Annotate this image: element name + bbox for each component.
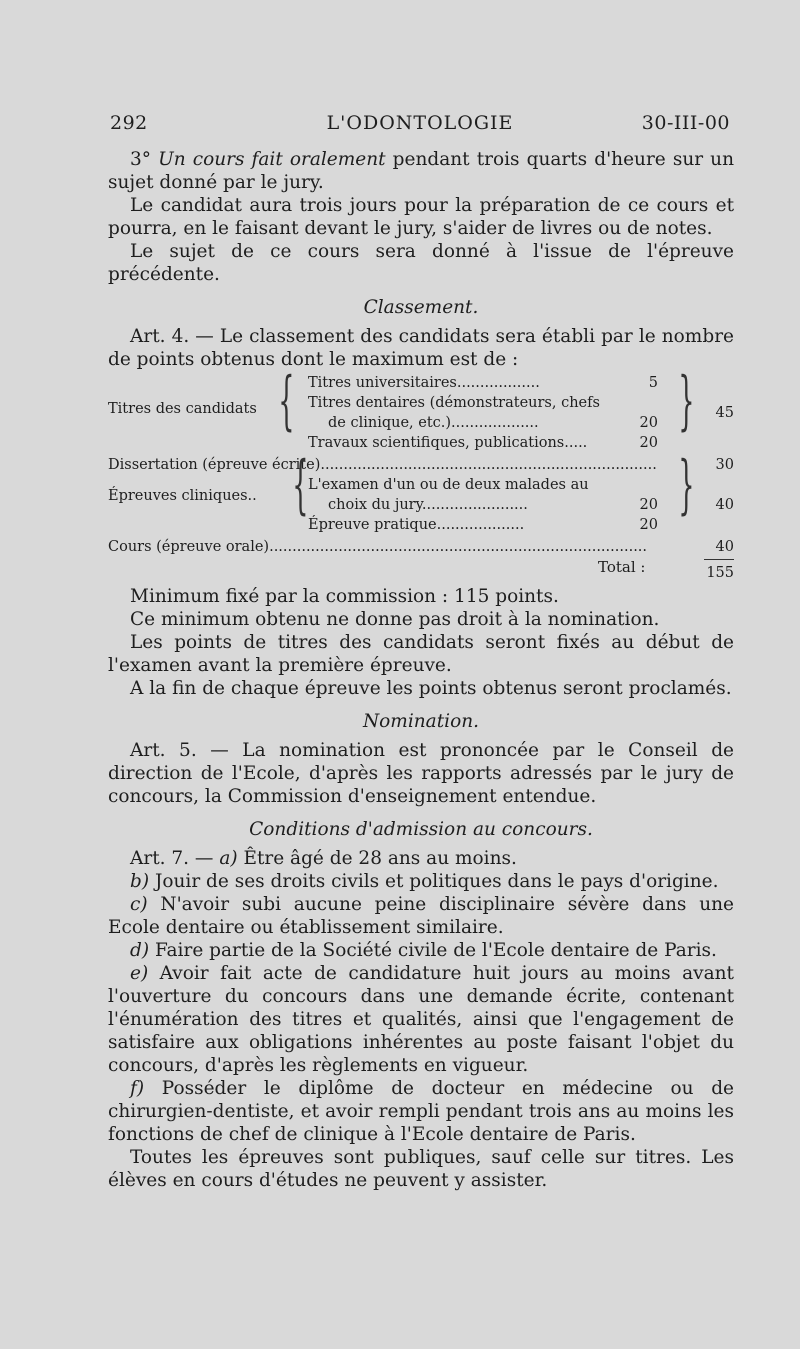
- pts-cours: 40: [715, 539, 734, 555]
- item-text: Faire partie de la Société civile de l'Ecole dentaire de Paris.: [149, 940, 717, 961]
- article-7-f: [108, 1077, 734, 1146]
- row-cours: Cours (épreuve orale)..................................................................................: [108, 539, 648, 555]
- article-7-a: [108, 847, 734, 870]
- paragraph-final: Toutes les épreuves sont publiques, sauf celle sur titres. Les élèves en cours d'études ne peuvent y assister.: [108, 1147, 734, 1191]
- pts-titres-universitaires: 5: [648, 375, 658, 391]
- points-table: [108, 364, 734, 581]
- pts-dissertation: 30: [715, 457, 734, 473]
- row-examen: L'examen d'un ou de deux malades au: [308, 477, 589, 493]
- article-4: Art. 4. — Le classement des candidats sera établi par le nombre de points obtenus dont le maximum est de :: [108, 326, 734, 370]
- left-brace: {: [278, 364, 295, 438]
- row-titres-dentaires: Titres dentaires (démonstrateurs, chefs: [308, 395, 600, 411]
- article-7-c: [108, 893, 734, 939]
- row-titres-universitaires: Titres universitaires..................: [308, 375, 540, 391]
- article-7-b: [108, 870, 734, 893]
- journal-title: L'ODONTOLOGIE: [326, 112, 514, 134]
- article-7-d: [108, 939, 734, 962]
- titres-label: Titres des candidats: [108, 401, 257, 417]
- row-travaux: Travaux scientifiques, publications.....: [308, 435, 588, 451]
- pts-travaux: 20: [639, 435, 658, 451]
- paragraph-preparation: Le candidat aura trois jours pour la préparation de ce cours et pourra, en le faisant devant le jury, s'aider de livres ou de notes.: [108, 195, 734, 239]
- paragraph-proclames: A la fin de chaque épreuve les points obtenus seront proclamés.: [130, 678, 732, 699]
- issue-date: 30-III-00: [641, 112, 730, 134]
- paragraph-droit: Ce minimum obtenu ne donne pas droit à la nomination.: [130, 609, 660, 630]
- pts-examen: 20: [639, 497, 658, 513]
- heading-classement: Classement.: [363, 297, 479, 318]
- row-pratique: Épreuve pratique...................: [308, 517, 525, 533]
- item-letter: f): [130, 1078, 145, 1099]
- paragraph-minimum: Minimum fixé par la commission : 115 points.: [130, 586, 559, 607]
- item-text: Jouir de ses droits civils et politiques dans le pays d'origine.: [149, 871, 719, 892]
- item-letter: d): [130, 940, 150, 961]
- pts-total: 155: [706, 565, 734, 581]
- pts-pratique: 20: [639, 517, 658, 533]
- item-letter: e): [130, 963, 149, 984]
- paragraph-cours-oral: [108, 148, 734, 194]
- item-text: Posséder le diplôme de docteur en médecine ou de chirurgien-dentiste, et avoir rempli pendant trois ans au moins les fonctions de chef de clinique à l'Ecole dentaire de Paris.: [108, 1078, 734, 1145]
- pts-epreuves-total: 40: [715, 497, 734, 513]
- item-text: Avoir fait acte de candidature huit jours au moins avant l'ouverture du concours dans une demande écrite, contenant l'énumération des titres et qualités, ainsi que l'engagement de satisfaire aux obligations inhérentes au poste faisant l'objet du concours, d'après les règlements en vigueur.: [108, 963, 734, 1076]
- row-titres-dentaires-cont: de clinique, etc.)...................: [328, 415, 539, 431]
- row-examen-cont: choix du jury.......................: [328, 497, 528, 513]
- right-brace: }: [678, 448, 695, 522]
- row-dissertation: Dissertation (épreuve écrite).........................................................................: [108, 457, 657, 473]
- sum-rule: [704, 559, 734, 560]
- item-text: N'avoir subi aucune peine disciplinaire sévère dans une Ecole dentaire ou établissement similaire.: [108, 894, 734, 938]
- paragraph-points-titres: Les points de titres des candidats seront fixés au début de l'examen avant la première épreuve.: [108, 632, 734, 676]
- paragraph-text: pendant trois quarts d'heure sur un sujet donné par le jury.: [108, 149, 734, 193]
- right-brace: }: [678, 364, 695, 438]
- item-letter: c): [130, 894, 148, 915]
- item-letter: b): [130, 871, 150, 892]
- pts-titres-dentaires: 20: [639, 415, 658, 431]
- heading-conditions: Conditions d'admission au concours.: [249, 819, 593, 840]
- item-number: 3°: [130, 149, 152, 170]
- paragraph-sujet: Le sujet de ce cours sera donné à l'issue de l'épreuve précédente.: [108, 241, 734, 285]
- item-text: Être âgé de 28 ans au moins.: [237, 848, 517, 869]
- emphasis-text: Un cours fait oralement: [158, 149, 386, 170]
- heading-nomination: Nomination.: [362, 711, 479, 732]
- pts-titres-total: 45: [715, 405, 734, 421]
- page-body: [108, 148, 734, 1192]
- left-brace: {: [292, 448, 309, 522]
- article-7-e: [108, 962, 734, 1077]
- page-number: 292: [110, 112, 148, 134]
- epreuves-label: Épreuves cliniques..: [108, 488, 257, 504]
- total-label: Total :: [598, 558, 646, 576]
- article-7-prefix: Art. 7. —: [130, 848, 220, 869]
- item-letter: a): [219, 848, 238, 869]
- article-5: Art. 5. — La nomination est prononcée par le Conseil de direction de l'Ecole, d'après les rapports adressés par le jury de concours, la Commission d'enseignement entendue.: [108, 740, 734, 807]
